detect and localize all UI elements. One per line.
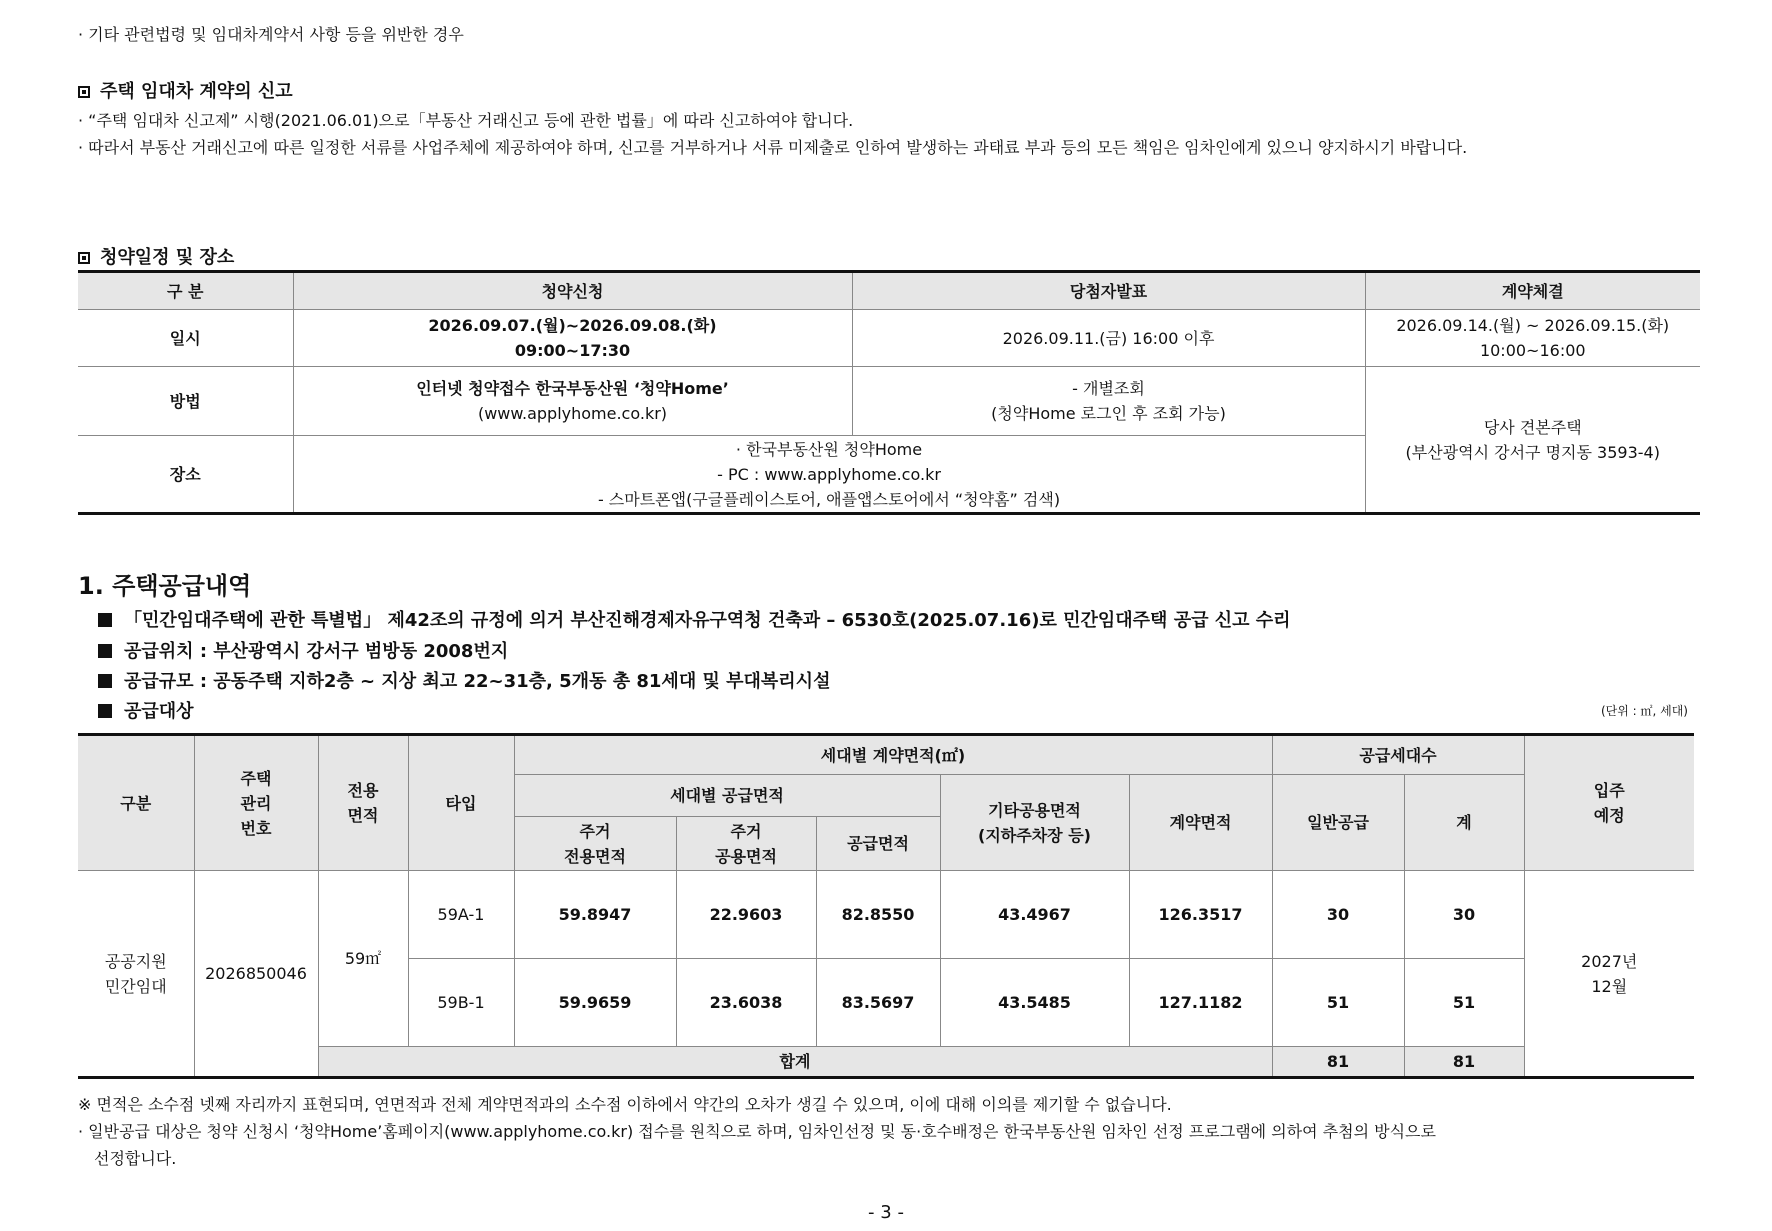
cell-supply-area: 82.8550 (816, 871, 940, 959)
schedule-announce-method: - 개별조회 (청약Home 로그인 후 조회 가능) (852, 367, 1365, 436)
supply-bullet-1-text: 「민간임대주택에 관한 특별법」 제42조의 규정에 의거 부산진해경제자유구역청 건축과 – 6530호(2025.07.16)로 민간임대주택 공급 신고 수리 (124, 610, 1291, 631)
supply-bullet-3 (98, 667, 830, 693)
cell-type: 59B-1 (408, 959, 514, 1047)
cell-other-common: 43.4967 (940, 871, 1129, 959)
cell-contract-area: 126.3517 (1129, 871, 1272, 959)
general-supply-note-cont: 선정합니다. (94, 1149, 177, 1168)
header-residential-exclusive: 주거 전용면적 (514, 817, 676, 871)
cell-total: 51 (1404, 959, 1524, 1047)
header-move-in: 입주 예정 (1524, 735, 1694, 871)
schedule-table (78, 270, 1700, 515)
cell-general: 51 (1272, 959, 1404, 1047)
square-bullet-icon (78, 252, 90, 264)
violation-note: · 기타 관련법령 및 임대차계약서 사항 등을 위반한 경우 (78, 25, 464, 44)
sum-total: 81 (1404, 1047, 1524, 1078)
header-general: 일반공급 (1272, 775, 1404, 871)
header-supply-area-group: 세대별 공급면적 (514, 775, 940, 817)
cell-mgmt-no: 2026850046 (194, 871, 318, 1078)
cell-exclusive-area: 59㎡ (318, 871, 408, 1047)
header-contract-area-group: 세대별 계약면적(㎡) (514, 735, 1272, 775)
general-supply-note: · 일반공급 대상은 청약 신청시 ‘청약Home’홈페이지(www.applyhome.co.kr) 접수를 원칙으로 하며, 임차인선정 및 동·호수배정은 한국부동산원 임차인 선정 프로그램에 의하여 추첨의 방식으로 (78, 1122, 1436, 1141)
schedule-contract-place: 당사 견본주택 (부산광역시 강서구 명지동 3593-4) (1365, 367, 1700, 514)
schedule-header-contract: 계약체결 (1365, 272, 1700, 310)
supply-bullet-4-text: 공급대상 (124, 701, 194, 722)
table-sum-row (78, 1047, 1694, 1078)
schedule-contract-date: 2026.09.14.(월) ~ 2026.09.15.(화) 10:00~16:00 (1365, 310, 1700, 367)
header-supply-units-group: 공급세대수 (1272, 735, 1524, 775)
supply-bullet-2 (98, 637, 508, 663)
schedule-apply-method (293, 367, 852, 436)
cell-other-common: 43.5485 (940, 959, 1129, 1047)
square-bullet-icon (98, 613, 112, 627)
apply-method-url: (www.applyhome.co.kr) (477, 404, 668, 423)
header-category: 구분 (78, 735, 194, 871)
cell-contract-area: 127.1182 (1129, 959, 1272, 1047)
schedule-header-category: 구 분 (78, 272, 293, 310)
schedule-header-apply: 청약신청 (293, 272, 852, 310)
cell-res-exclusive: 59.8947 (514, 871, 676, 959)
square-bullet-icon (98, 674, 112, 688)
cell-category: 공공지원 민간임대 (78, 871, 194, 1078)
header-exclusive-area: 전용 면적 (318, 735, 408, 871)
cell-supply-area: 83.5697 (816, 959, 940, 1047)
supply-section-title: 1. 주택공급내역 (78, 572, 252, 600)
cell-res-common: 23.6038 (676, 959, 816, 1047)
cell-type: 59A-1 (408, 871, 514, 959)
square-bullet-icon (78, 86, 90, 98)
schedule-row-label-method: 방법 (78, 367, 293, 436)
cell-res-common: 22.9603 (676, 871, 816, 959)
apply-method-main: 인터넷 청약접수 한국부동산원 ‘청약Home’ (416, 379, 729, 398)
header-other-common: 기타공용면적 (지하주차장 등) (940, 775, 1129, 871)
cell-total: 30 (1404, 871, 1524, 959)
supply-table (78, 733, 1694, 1079)
header-type: 타입 (408, 735, 514, 871)
page-number: - 3 - (868, 1202, 904, 1223)
header-contract-area: 계약면적 (1129, 775, 1272, 871)
header-mgmt-no: 주택 관리 번호 (194, 735, 318, 871)
header-supply-area: 공급면적 (816, 817, 940, 871)
square-bullet-icon (98, 704, 112, 718)
schedule-announce-date: 2026.09.11.(금) 16:00 이후 (852, 310, 1365, 367)
header-total: 계 (1404, 775, 1524, 871)
schedule-apply-date: 2026.09.07.(월)~2026.09.08.(화) 09:00~17:30 (293, 310, 852, 367)
area-note: ※ 면적은 소수점 넷째 자리까지 표현되며, 연면적과 전체 계약면적과의 소수점 이하에서 약간의 오차가 생길 수 있으며, 이에 대해 이의를 제기할 수 없습니다. (78, 1095, 1172, 1114)
report-heading-text: 주택 임대차 계약의 신고 (100, 81, 293, 102)
cell-move-in: 2027년 12월 (1524, 871, 1694, 1078)
header-residential-common: 주거 공용면적 (676, 817, 816, 871)
schedule-heading-text: 청약일정 및 장소 (100, 247, 235, 268)
cell-res-exclusive: 59.9659 (514, 959, 676, 1047)
schedule-header-announce: 당첨자발표 (852, 272, 1365, 310)
schedule-row-label-date: 일시 (78, 310, 293, 367)
schedule-row-label-place: 장소 (78, 436, 293, 514)
supply-bullet-4 (98, 697, 194, 723)
supply-bullet-2-text: 공급위치 : 부산광역시 강서구 범방동 2008번지 (124, 641, 509, 662)
cell-general: 30 (1272, 871, 1404, 959)
sum-general: 81 (1272, 1047, 1404, 1078)
sum-label: 합계 (318, 1047, 1272, 1078)
supply-bullet-3-text: 공급규모 : 공동주택 지하2층 ~ 지상 최고 22~31층, 5개동 총 81세대 및 부대복리시설 (124, 671, 831, 692)
report-line-1: · “주택 임대차 신고제” 시행(2021.06.01)으로「부동산 거래신고 등에 관한 법률」에 따라 신고하여야 합니다. (78, 111, 854, 130)
unit-note: (단위 : ㎡, 세대) (1600, 704, 1688, 718)
report-line-2: · 따라서 부동산 거래신고에 따른 일정한 서류를 사업주체에 제공하여야 하며, 신고를 거부하거나 서류 미제출로 인하여 발생하는 과태료 부과 등의 모든 책임은 임차인에게 있으니 양지하시기 바랍니다. (78, 138, 1468, 157)
supply-bullet-1 (98, 606, 1291, 632)
schedule-section-heading (78, 243, 234, 269)
square-bullet-icon (98, 644, 112, 658)
report-section-heading (78, 77, 293, 103)
table-row (78, 871, 1694, 959)
schedule-place-value: · 한국부동산원 청약Home - PC : www.applyhome.co.kr - 스마트폰앱(구글플레이스토어, 애플앱스토어에서 “청약홈” 검색) (293, 436, 1365, 514)
